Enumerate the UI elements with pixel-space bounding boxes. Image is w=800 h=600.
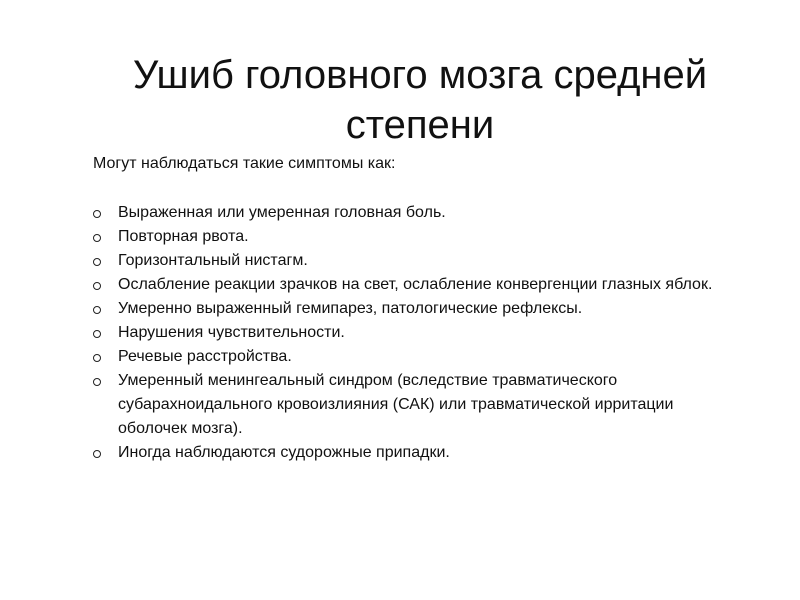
list-item [93,273,733,297]
bullet-icon [93,450,101,458]
list-item-text: Выраженная или умеренная головная боль. [118,204,446,221]
bullet-icon [93,354,101,362]
list-item-text: Иногда наблюдаются судорожные припадки. [118,444,450,461]
list-item [93,225,733,249]
bullet-icon [93,282,101,290]
list-item [93,249,733,273]
list-item [93,201,733,225]
list-item [93,297,733,321]
bullet-icon [93,330,101,338]
list-item-text: Нарушения чувствительности. [118,324,345,341]
slide-title: Ушиб головного мозга средней степени [132,53,708,147]
symptom-list [93,201,733,465]
list-item [93,321,733,345]
list-item-text: Горизонтальный нистагм. [118,252,308,269]
list-item-text: Умеренный менингеальный синдром (вследствие травматического субарахноидального кровоизлияния (САК) или травматической ирритации оболочек мозга). [118,372,674,437]
bullet-icon [93,306,101,314]
intro-text: Могут наблюдаться такие симптомы как: [93,155,396,172]
list-item-text: Повторная рвота. [118,228,249,245]
bullet-icon [93,258,101,266]
list-item [93,441,733,465]
list-item-text: Ослабление реакции зрачков на свет, ослабление конвергенции глазных яблок. [118,276,713,293]
list-item [93,345,733,369]
bullet-icon [93,378,101,386]
bullet-icon [93,210,101,218]
bullet-icon [93,234,101,242]
list-item-text: Умеренно выраженный гемипарез, патологические рефлексы. [118,300,583,317]
list-item [93,369,733,441]
list-item-text: Речевые расстройства. [118,348,292,365]
